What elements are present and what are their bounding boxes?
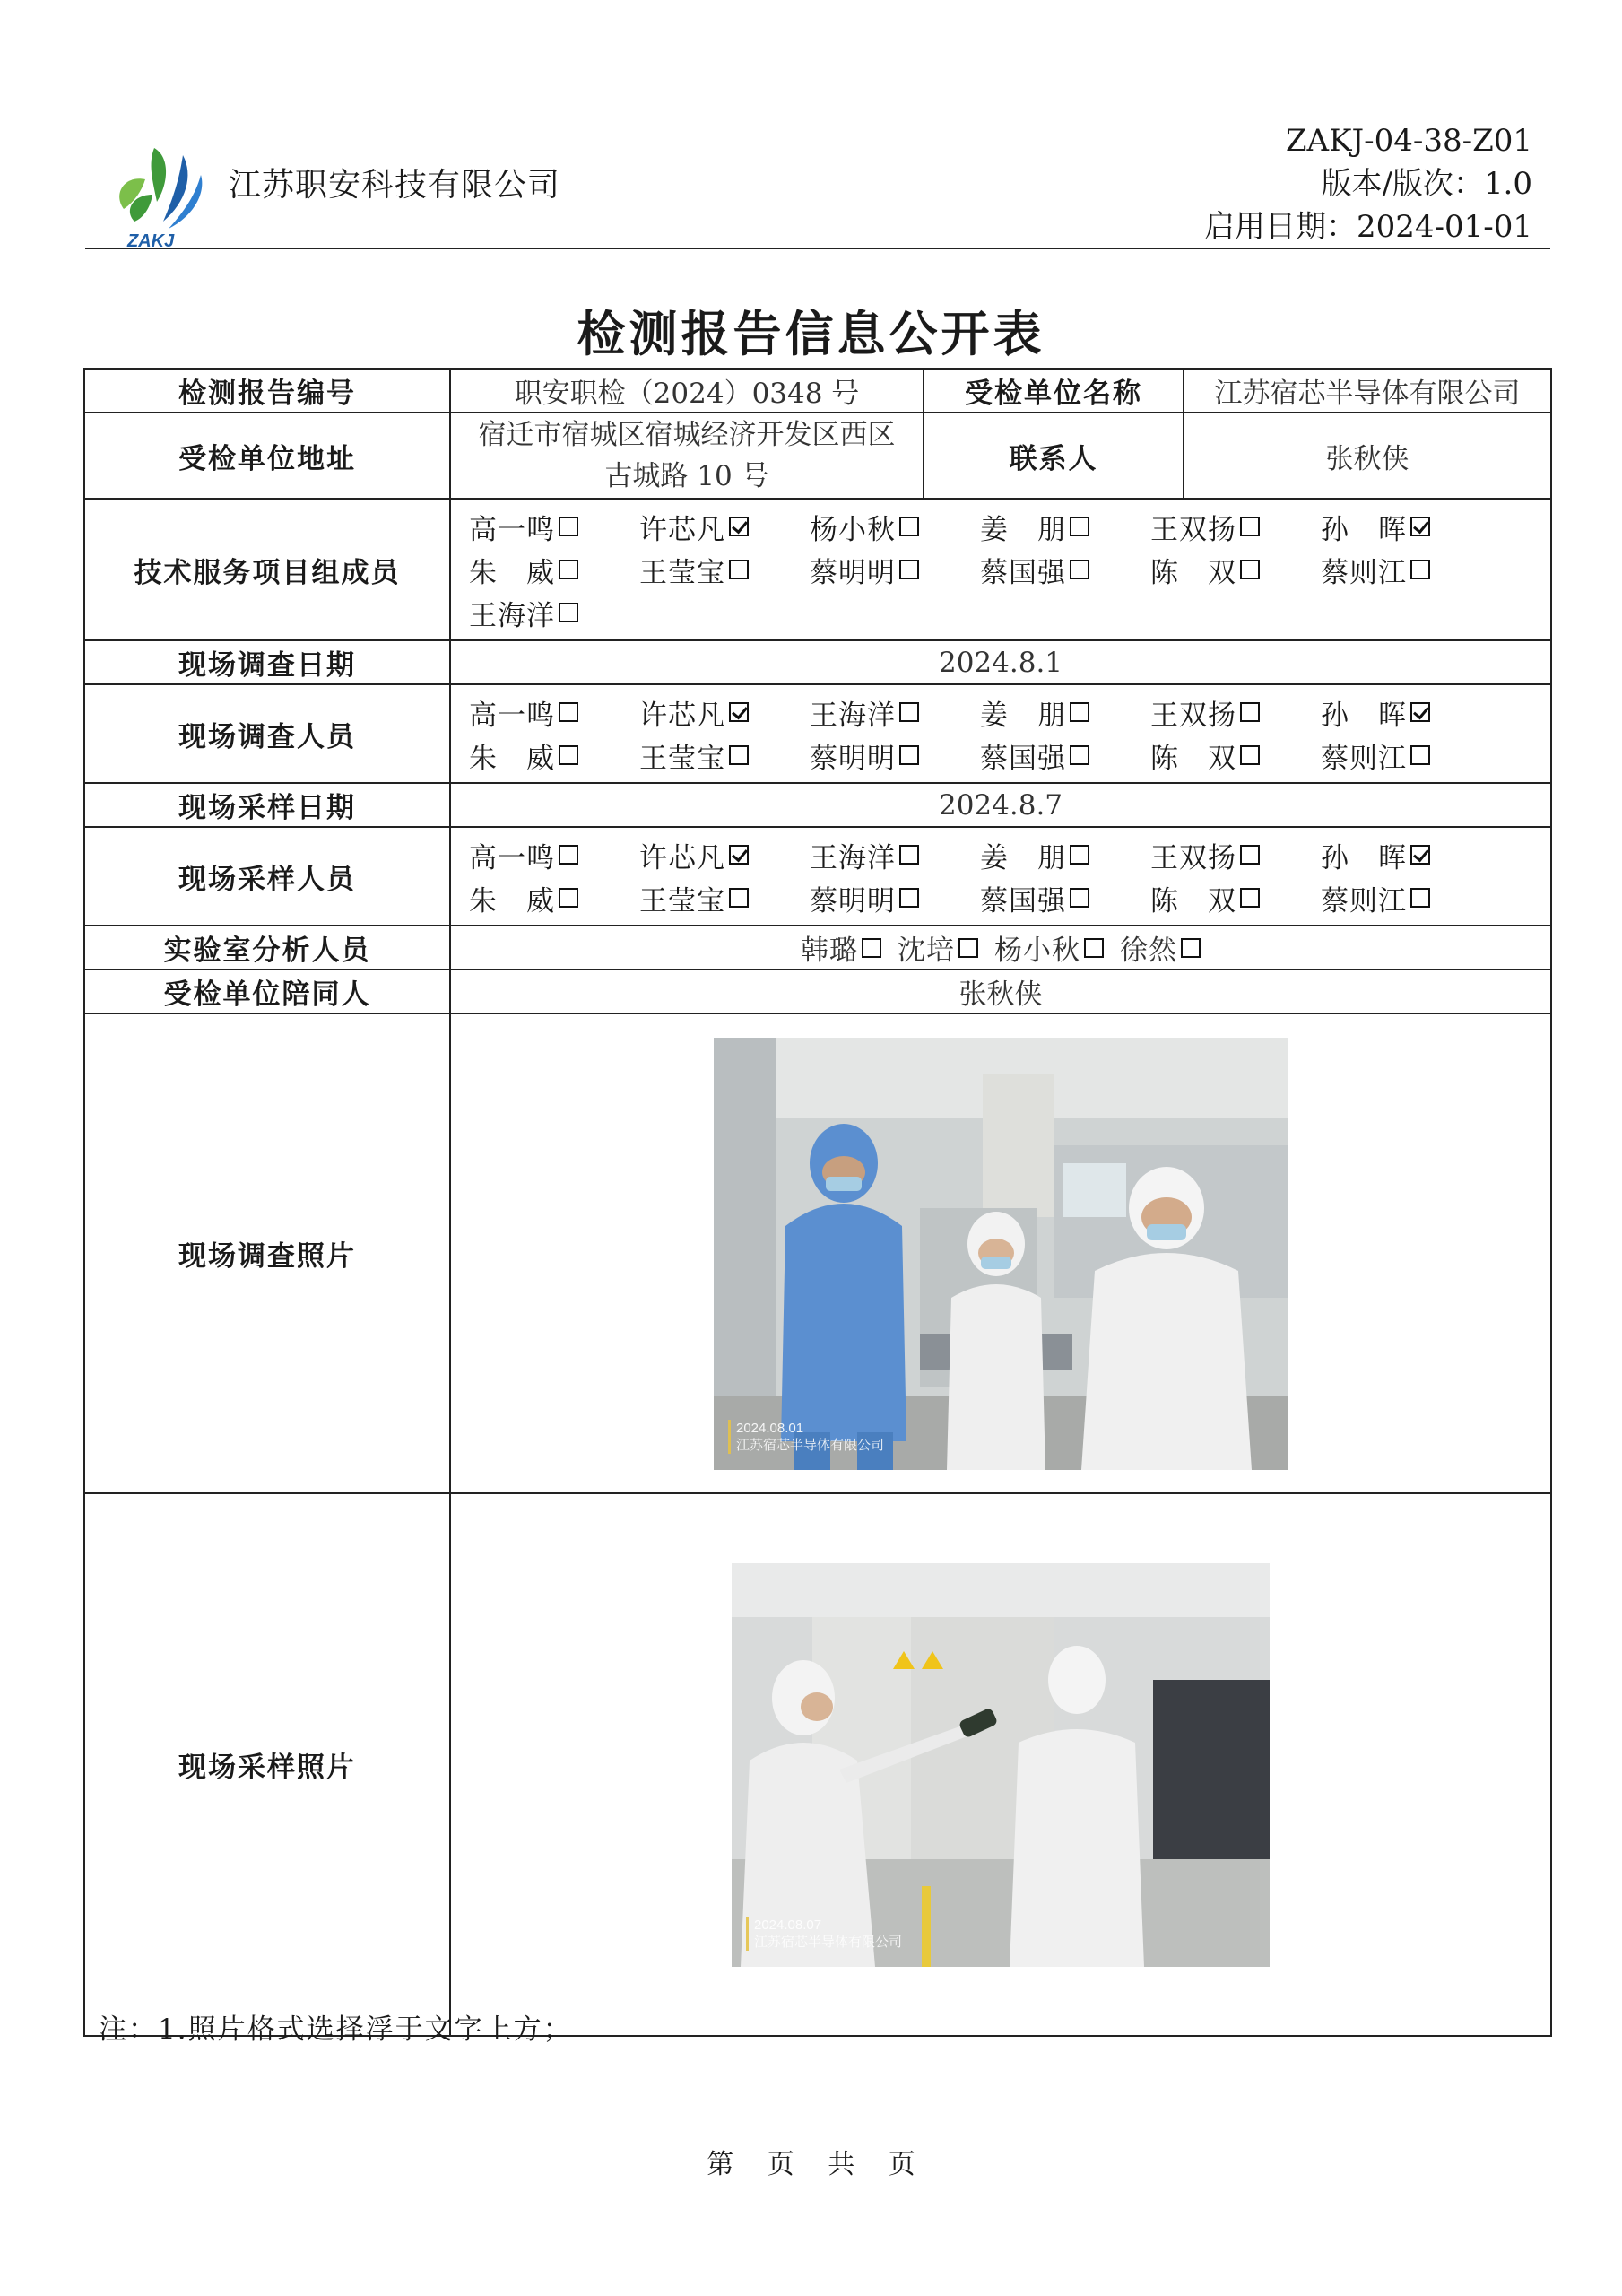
member-name: 蔡明明 bbox=[810, 556, 896, 589]
member-name: 陈 双 bbox=[1150, 556, 1236, 589]
member-checkbox[interactable] bbox=[1070, 517, 1089, 536]
table-row bbox=[84, 1493, 1551, 2036]
company-logo bbox=[108, 139, 215, 251]
member-checkbox[interactable] bbox=[729, 745, 749, 765]
survey-photo bbox=[714, 1038, 1288, 1470]
member-item bbox=[1150, 507, 1321, 547]
footnote: 注：1.照片格式选择浮于文字上方； bbox=[99, 2013, 573, 2046]
table-row bbox=[84, 369, 1551, 413]
member-item bbox=[980, 835, 1150, 875]
member-item bbox=[639, 550, 810, 590]
sampling-photo-caption-date: 2024.08.07 bbox=[754, 1917, 822, 1933]
member-item bbox=[994, 927, 1104, 968]
table-row bbox=[84, 926, 1551, 970]
member-name: 孙 晖 bbox=[1321, 699, 1407, 732]
member-name: 王双扬 bbox=[1150, 513, 1236, 546]
table-row bbox=[84, 970, 1551, 1013]
company-name: 江苏职安科技有限公司 bbox=[229, 167, 561, 204]
sampling-date-label: 现场采样日期 bbox=[84, 783, 450, 827]
sampling-date-value: 2024.8.7 bbox=[450, 783, 1551, 827]
address-line-1: 宿迁市宿城区宿城经济开发区西区 bbox=[478, 419, 896, 451]
member-checkbox[interactable] bbox=[899, 517, 919, 536]
member-name: 高一鸣 bbox=[469, 699, 555, 732]
member-row bbox=[469, 876, 1550, 919]
member-name: 姜 朋 bbox=[980, 699, 1066, 732]
lab-staff bbox=[450, 926, 1551, 970]
member-item bbox=[810, 692, 980, 733]
member-name: 蔡则江 bbox=[1321, 742, 1407, 775]
member-name: 孙 晖 bbox=[1321, 513, 1407, 546]
member-row bbox=[469, 591, 1550, 634]
member-item bbox=[810, 550, 980, 590]
member-name: 陈 双 bbox=[1150, 884, 1236, 918]
sampling-staff bbox=[450, 827, 1551, 926]
sampling-photo bbox=[732, 1563, 1270, 1967]
member-name: 朱 威 bbox=[469, 556, 555, 589]
team-label: 技术服务项目组成员 bbox=[84, 499, 450, 640]
member-item bbox=[1321, 550, 1491, 590]
member-checkbox[interactable] bbox=[729, 888, 749, 908]
member-checkbox[interactable] bbox=[899, 560, 919, 579]
member-name: 王海洋 bbox=[469, 599, 555, 632]
member-checkbox[interactable] bbox=[729, 845, 749, 865]
contact-label: 联系人 bbox=[924, 413, 1184, 499]
member-item bbox=[898, 927, 978, 968]
member-name: 姜 朋 bbox=[980, 513, 1066, 546]
member-item bbox=[1321, 878, 1491, 918]
member-item bbox=[469, 735, 639, 776]
sampling-photo-label: 现场采样照片 bbox=[84, 1493, 450, 2036]
member-checkbox[interactable] bbox=[1240, 560, 1260, 579]
table-row bbox=[84, 640, 1551, 684]
member-row bbox=[469, 833, 1550, 876]
member-item bbox=[1150, 550, 1321, 590]
member-item bbox=[1321, 692, 1491, 733]
page-title: 检测报告信息公开表 bbox=[577, 305, 1045, 362]
survey-photo-caption-date: 2024.08.01 bbox=[736, 1420, 804, 1436]
member-name: 王海洋 bbox=[810, 841, 896, 874]
member-item bbox=[1150, 835, 1321, 875]
member-checkbox[interactable] bbox=[958, 938, 978, 958]
member-name: 姜 朋 bbox=[980, 841, 1066, 874]
member-name: 朱 威 bbox=[469, 884, 555, 918]
member-name: 朱 威 bbox=[469, 742, 555, 775]
member-item bbox=[639, 835, 810, 875]
member-item bbox=[980, 735, 1150, 776]
report-info-table bbox=[83, 368, 1552, 2037]
member-row bbox=[469, 505, 1550, 548]
survey-staff bbox=[450, 684, 1551, 783]
member-item bbox=[639, 692, 810, 733]
unit-name-label: 受检单位名称 bbox=[924, 369, 1184, 413]
member-checkbox[interactable] bbox=[1410, 745, 1430, 765]
member-checkbox[interactable] bbox=[1181, 938, 1201, 958]
member-name: 王莹宝 bbox=[639, 556, 725, 589]
member-checkbox[interactable] bbox=[559, 517, 578, 536]
member-checkbox[interactable] bbox=[1410, 560, 1430, 579]
member-row bbox=[469, 691, 1550, 734]
member-checkbox[interactable] bbox=[899, 888, 919, 908]
member-checkbox[interactable] bbox=[559, 888, 578, 908]
report-no-value: 职安职检（2024）0348 号 bbox=[450, 369, 924, 413]
table-row bbox=[84, 684, 1551, 783]
member-checkbox[interactable] bbox=[1070, 560, 1089, 579]
sampling-staff-label: 现场采样人员 bbox=[84, 827, 450, 926]
table-row bbox=[84, 827, 1551, 926]
member-name: 许芯凡 bbox=[639, 699, 725, 732]
table-row bbox=[84, 413, 1551, 499]
member-name: 蔡国强 bbox=[980, 742, 1066, 775]
survey-staff-label: 现场调查人员 bbox=[84, 684, 450, 783]
member-name: 蔡明明 bbox=[810, 884, 896, 918]
member-checkbox[interactable] bbox=[1410, 702, 1430, 722]
member-item bbox=[810, 507, 980, 547]
member-item bbox=[980, 507, 1150, 547]
logo-text: ZAKJ bbox=[127, 231, 175, 251]
member-checkbox[interactable] bbox=[559, 560, 578, 579]
member-checkbox[interactable] bbox=[1070, 888, 1089, 908]
survey-date-value: 2024.8.1 bbox=[450, 640, 1551, 684]
member-item bbox=[1321, 735, 1491, 776]
member-item bbox=[810, 878, 980, 918]
address-label: 受检单位地址 bbox=[84, 413, 450, 499]
lab-staff-label: 实验室分析人员 bbox=[84, 926, 450, 970]
member-checkbox[interactable] bbox=[559, 745, 578, 765]
member-item bbox=[810, 835, 980, 875]
member-name: 王双扬 bbox=[1150, 699, 1236, 732]
member-checkbox[interactable] bbox=[729, 517, 749, 536]
survey-photo-image bbox=[714, 1038, 1288, 1470]
doc-code: ZAKJ-04-38-Z01 bbox=[1285, 123, 1532, 159]
member-item bbox=[469, 692, 639, 733]
member-item bbox=[1321, 507, 1491, 547]
member-item bbox=[469, 550, 639, 590]
member-name: 蔡国强 bbox=[980, 884, 1066, 918]
member-checkbox[interactable] bbox=[1070, 702, 1089, 722]
member-name: 蔡则江 bbox=[1321, 884, 1407, 918]
member-checkbox[interactable] bbox=[1240, 845, 1260, 865]
member-name: 高一鸣 bbox=[469, 513, 555, 546]
member-checkbox[interactable] bbox=[1410, 888, 1430, 908]
table-row bbox=[84, 499, 1551, 640]
report-no-label: 检测报告编号 bbox=[84, 369, 450, 413]
member-checkbox[interactable] bbox=[559, 845, 578, 865]
member-item bbox=[469, 593, 639, 633]
member-checkbox[interactable] bbox=[1240, 888, 1260, 908]
survey-photo-label: 现场调查照片 bbox=[84, 1013, 450, 1493]
member-name: 徐然 bbox=[1120, 935, 1177, 967]
member-name: 王莹宝 bbox=[639, 742, 725, 775]
member-item bbox=[1150, 878, 1321, 918]
table-row bbox=[84, 1013, 1551, 1493]
member-checkbox[interactable] bbox=[1240, 702, 1260, 722]
member-name: 沈培 bbox=[898, 935, 955, 967]
survey-date-label: 现场调查日期 bbox=[84, 640, 450, 684]
survey-photo-cell bbox=[450, 1013, 1551, 1493]
member-checkbox[interactable] bbox=[1240, 517, 1260, 536]
member-row bbox=[469, 548, 1550, 591]
lab-staff-list bbox=[452, 927, 1549, 968]
member-row bbox=[469, 734, 1550, 777]
member-item bbox=[810, 735, 980, 776]
page-footer: 第 页 共 页 bbox=[707, 2149, 915, 2180]
member-name: 高一鸣 bbox=[469, 841, 555, 874]
member-name: 许芯凡 bbox=[639, 841, 725, 874]
escort-label: 受检单位陪同人 bbox=[84, 970, 450, 1013]
member-name: 蔡国强 bbox=[980, 556, 1066, 589]
document-meta bbox=[1204, 119, 1532, 248]
member-checkbox[interactable] bbox=[1070, 745, 1089, 765]
member-checkbox[interactable] bbox=[1410, 845, 1430, 865]
member-item bbox=[469, 878, 639, 918]
member-item bbox=[980, 692, 1150, 733]
table-row bbox=[84, 783, 1551, 827]
member-name: 蔡明明 bbox=[810, 742, 896, 775]
contact-value: 张秋侠 bbox=[1184, 413, 1551, 499]
member-name: 蔡则江 bbox=[1321, 556, 1407, 589]
member-item bbox=[1321, 835, 1491, 875]
member-item bbox=[1150, 692, 1321, 733]
member-checkbox[interactable] bbox=[559, 702, 578, 722]
member-item bbox=[639, 878, 810, 918]
sampling-photo-caption bbox=[746, 1917, 902, 1951]
doc-effective-date: 启用日期：2024-01-01 bbox=[1203, 209, 1532, 245]
sampling-photo-caption-unit: 江苏宿芯半导体有限公司 bbox=[754, 1934, 903, 1950]
member-name: 许芯凡 bbox=[639, 513, 725, 546]
member-item bbox=[639, 507, 810, 547]
member-item bbox=[469, 835, 639, 875]
member-item bbox=[980, 878, 1150, 918]
doc-version: 版本/版次：1.0 bbox=[1321, 166, 1532, 202]
team-members bbox=[450, 499, 1551, 640]
sampling-photo-cell bbox=[450, 1493, 1551, 2036]
sampling-photo-image bbox=[732, 1563, 1270, 1967]
member-item bbox=[639, 735, 810, 776]
member-checkbox[interactable] bbox=[862, 938, 881, 958]
member-name: 王双扬 bbox=[1150, 841, 1236, 874]
member-checkbox[interactable] bbox=[729, 560, 749, 579]
member-checkbox[interactable] bbox=[1084, 938, 1104, 958]
escort-value: 张秋侠 bbox=[450, 970, 1551, 1013]
member-checkbox[interactable] bbox=[899, 702, 919, 722]
member-item bbox=[1150, 735, 1321, 776]
member-name: 陈 双 bbox=[1150, 742, 1236, 775]
member-item bbox=[801, 927, 881, 968]
unit-name-value: 江苏宿芯半导体有限公司 bbox=[1184, 369, 1551, 413]
member-item bbox=[1120, 927, 1201, 968]
member-name: 孙 晖 bbox=[1321, 841, 1407, 874]
survey-photo-caption bbox=[728, 1420, 884, 1454]
member-checkbox[interactable] bbox=[1070, 845, 1089, 865]
member-name: 韩璐 bbox=[801, 935, 858, 967]
member-item bbox=[980, 550, 1150, 590]
member-checkbox[interactable] bbox=[1410, 517, 1430, 536]
member-checkbox[interactable] bbox=[559, 603, 578, 622]
member-checkbox[interactable] bbox=[899, 745, 919, 765]
address-line-2: 古城路 10 号 bbox=[604, 460, 769, 492]
member-name: 王海洋 bbox=[810, 699, 896, 732]
member-checkbox[interactable] bbox=[899, 845, 919, 865]
member-checkbox[interactable] bbox=[1240, 745, 1260, 765]
address-value bbox=[450, 413, 924, 499]
member-name: 王莹宝 bbox=[639, 884, 725, 918]
survey-photo-caption-unit: 江苏宿芯半导体有限公司 bbox=[736, 1437, 885, 1453]
member-checkbox[interactable] bbox=[729, 702, 749, 722]
member-name: 杨小秋 bbox=[810, 513, 896, 546]
member-name: 杨小秋 bbox=[994, 935, 1080, 967]
member-item bbox=[469, 507, 639, 547]
header-divider bbox=[85, 248, 1550, 249]
